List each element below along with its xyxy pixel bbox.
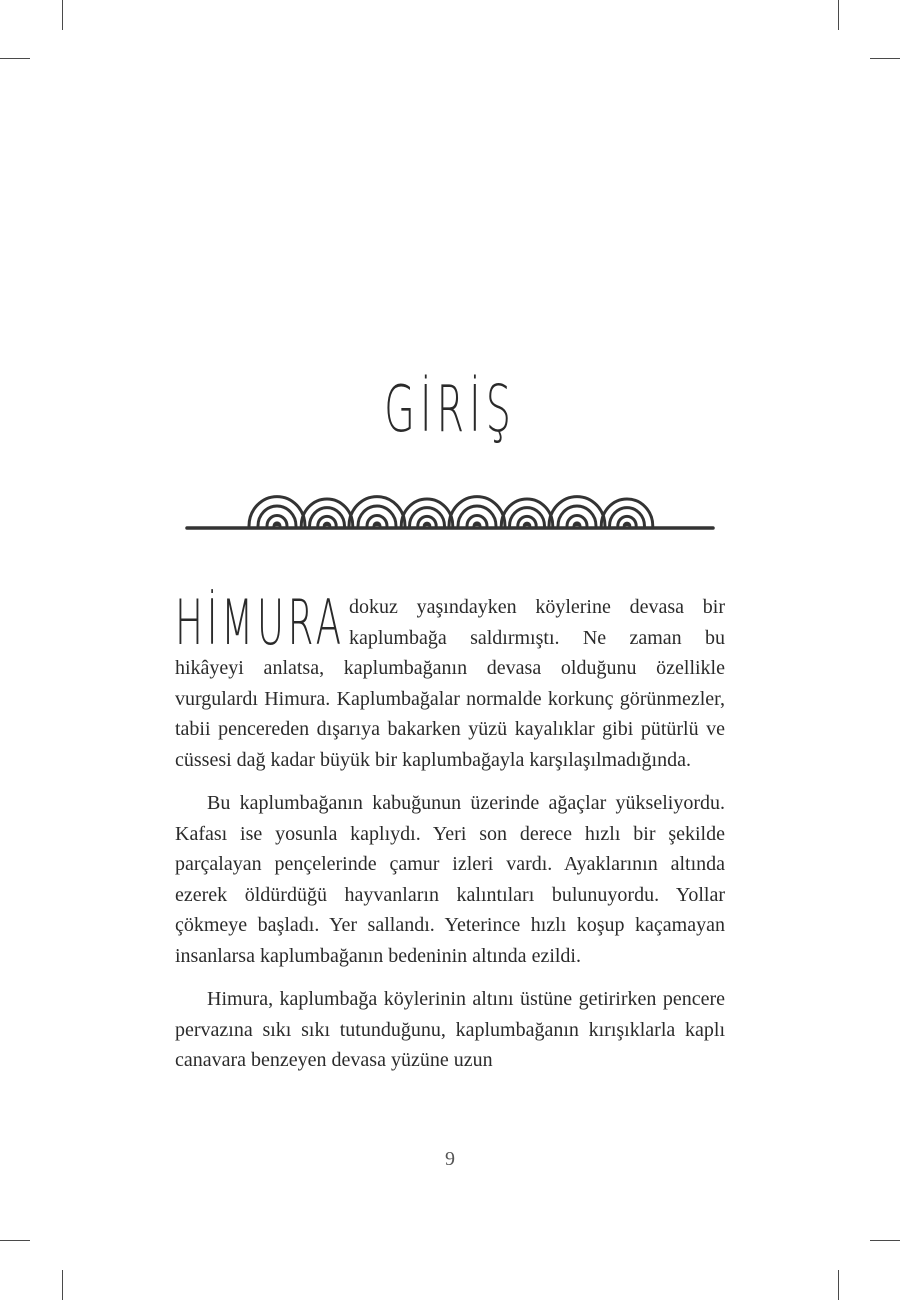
paragraph-3: Himura, kaplumbağa köylerinin altını üstüne getirirken pencere pervazına sıkı sıkı tutunduğunu, kaplumbağanın kırışıklarla kaplı canavara benzeyen devasa yüzüne uzun <box>175 988 725 1071</box>
chapter-body <box>175 586 725 1089</box>
chapter-title: GİRİŞ <box>384 372 516 447</box>
paragraph-1 <box>175 586 725 775</box>
page-number: 9 <box>445 1148 455 1170</box>
crop-mark-top-right-v <box>838 0 839 30</box>
wave-ornament <box>185 485 715 535</box>
paragraph-1-text: dokuz yaşındayken köylerine devasa bir kaplumbağa saldırmıştı. Ne zaman bu hikâyeyi anlatsa, kaplumbağanın devasa olduğunu özellikle vurgulardı Himura. Kaplumbağalar normalde korkunç görünmezler, tabii pencereden dışarıya bakarken yüzü kayalıklar gibi pütürlü ve cüssesi dağ kadar büyük bir kaplumbağayla karşılaşılmadığında. <box>175 596 725 771</box>
crop-mark-bottom-right-h <box>870 1240 900 1241</box>
drop-cap-word: HİMURA <box>175 586 345 659</box>
paragraph-2: Bu kaplumbağanın kabuğunun üzerinde ağaçlar yükseliyordu. Kafası ise yosunla kaplıydı. Yeri son derece hızlı bir şekilde parçalayan pençelerinde çamur izleri vardı. Ayaklarının altında ezerek öldürdüğü hayvanların kalıntıları bulunuyordu. Yollar çökmeye başladı. Yer sallandı. Yeterince hızlı koşup kaçamayan insanlarsa kaplumbağanın bedeninin altında ezildi. <box>175 792 725 967</box>
crop-mark-top-left-v <box>62 0 63 30</box>
crop-mark-top-right-h <box>870 58 900 59</box>
crop-mark-bottom-left-v <box>62 1270 63 1300</box>
crop-mark-bottom-right-v <box>838 1270 839 1300</box>
crop-mark-bottom-left-h <box>0 1240 30 1241</box>
crop-mark-top-left-h <box>0 58 30 59</box>
